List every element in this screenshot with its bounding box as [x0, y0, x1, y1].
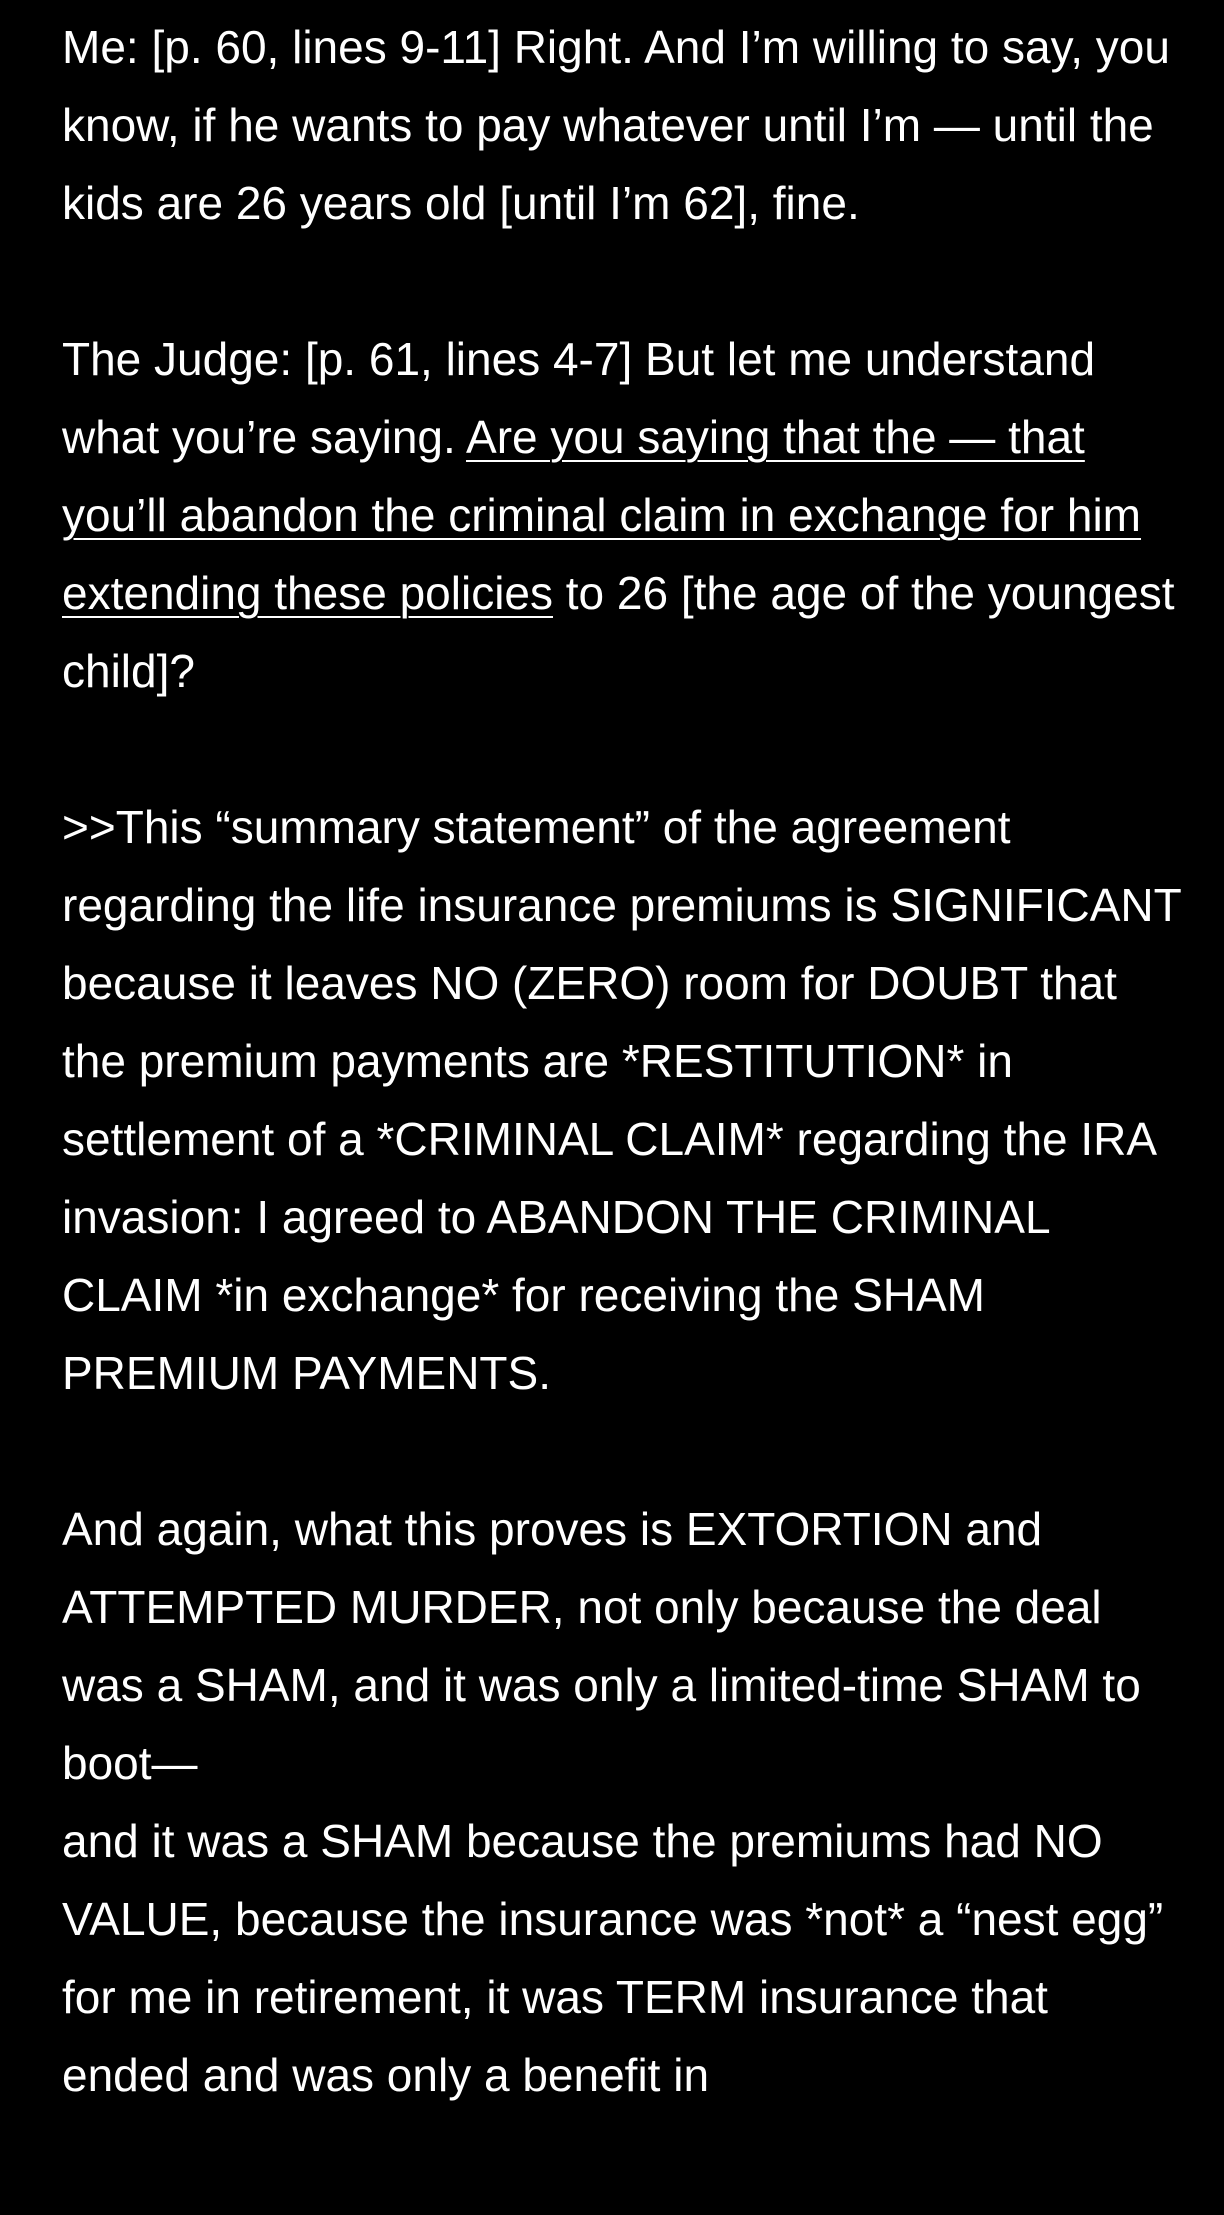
commentary-summary-text: >>This “summary statement” of the agreement regarding the life insurance premiums is SIGNIFICANT because it leaves NO (ZERO) room for DOUBT that the premium payments are *RESTITUTION* in settlement of a *CRIMINAL CLAIM* regarding the IRA invasion: I agreed to ABANDON THE CRIMINAL CLAIM *in exchange* for receiving the SHAM PREMIUM PAYMENTS.	[62, 801, 1181, 1399]
quote-judge-text-lead: The Judge: [p. 61, lines 4-7] But let me understand what you’re saying.	[62, 333, 1096, 463]
commentary-sham-text: and it was a SHAM because the premiums had NO VALUE, because the insurance was *not* a “nest egg” for me in retirement, it was TERM insurance that ended and was only a benefit in	[62, 1815, 1164, 2101]
note-body	[62, 8, 1182, 2114]
commentary-extortion-text: And again, what this proves is EXTORTION and ATTEMPTED MURDER, not only because the deal was a SHAM, and it was only a limited-time SHAM to boot—	[62, 1503, 1141, 1789]
commentary-sham	[62, 1802, 1182, 2114]
quote-me-text: Me: [p. 60, lines 9-11] Right. And I’m willing to say, you know, if he wants to pay whatever until I’m — until the kids are 26 years old [until I’m 62], fine.	[62, 21, 1170, 229]
transcript-quote-me	[62, 8, 1182, 242]
commentary-summary-statement	[62, 788, 1182, 1412]
transcript-quote-judge	[62, 320, 1182, 710]
paragraph-gap	[62, 710, 1182, 788]
paragraph-gap	[62, 242, 1182, 320]
commentary-extortion	[62, 1490, 1182, 1802]
quote-judge-text-tail: to 26 [the age of the youngest child]?	[62, 567, 1175, 697]
paragraph-gap	[62, 1412, 1182, 1490]
quote-judge-underlined: Are you saying that the — that you’ll abandon the criminal claim in exchange for him extending these policies	[62, 411, 1142, 619]
